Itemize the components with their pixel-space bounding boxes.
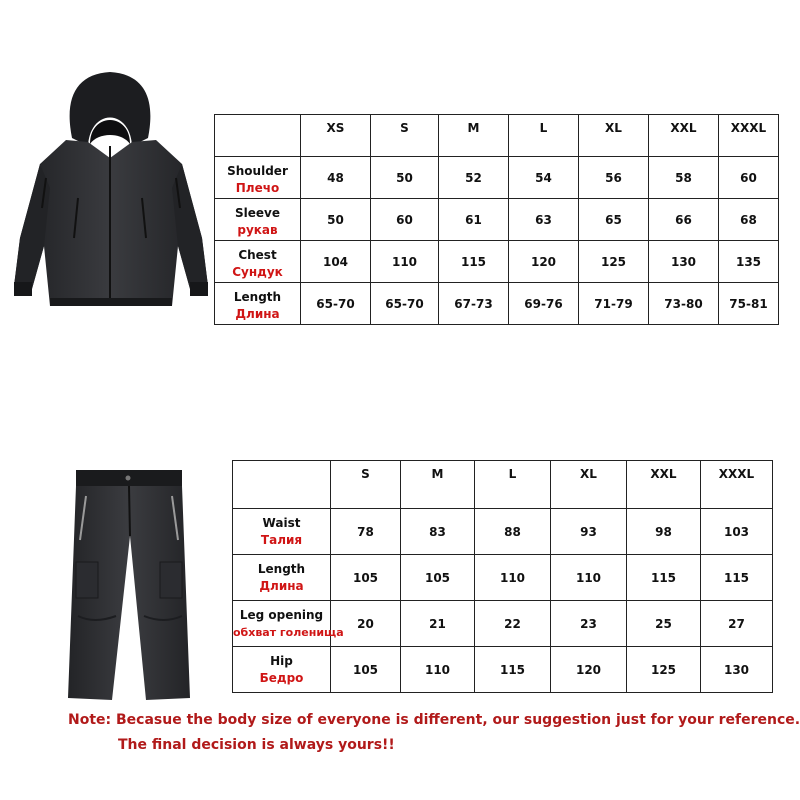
table-cell: 65: [579, 199, 649, 241]
table-cell: 60: [371, 199, 439, 241]
row-label-en: Hip: [270, 654, 293, 668]
size-header: XXL: [649, 115, 719, 157]
table-cell: 23: [551, 601, 627, 647]
table-cell: 115: [627, 555, 701, 601]
table-cell: 50: [301, 199, 371, 241]
table-cell: 110: [401, 647, 475, 693]
table-cell: 130: [649, 241, 719, 283]
table-cell: 27: [701, 601, 773, 647]
table-cell: 105: [331, 647, 401, 693]
row-label-en: Chest: [238, 248, 277, 262]
table-cell: 120: [551, 647, 627, 693]
row-label: [233, 509, 331, 555]
size-header: XL: [579, 115, 649, 157]
table-cell: 71-79: [579, 283, 649, 325]
table-cell: 67-73: [439, 283, 509, 325]
size-header: S: [331, 461, 401, 509]
note-line-2: The final decision is always yours!!: [118, 737, 395, 753]
pants-image: [64, 466, 194, 706]
table-cell: 105: [331, 555, 401, 601]
jacket-size-table: [214, 114, 779, 325]
row-label-ru: Длина: [235, 307, 280, 321]
table-cell: 61: [439, 199, 509, 241]
table-cell: 73-80: [649, 283, 719, 325]
table-cell: 110: [371, 241, 439, 283]
table-cell: 65-70: [371, 283, 439, 325]
row-label-ru: Сундук: [232, 265, 283, 279]
size-header: XXL: [627, 461, 701, 509]
table-row: [215, 241, 779, 283]
row-label-en: Leg opening: [239, 608, 324, 622]
table-cell: 75-81: [719, 283, 779, 325]
table-cell: 65-70: [301, 283, 371, 325]
table-row: [215, 283, 779, 325]
table-cell: 50: [371, 157, 439, 199]
table-cell: 58: [649, 157, 719, 199]
row-label-en: Length: [257, 562, 306, 576]
table-cell: 48: [301, 157, 371, 199]
table-cell: 120: [509, 241, 579, 283]
row-label-ru: Плечо: [235, 181, 280, 195]
table-cell: 115: [701, 555, 773, 601]
table-cell: 78: [331, 509, 401, 555]
size-header: L: [475, 461, 551, 509]
table-row: [215, 157, 779, 199]
row-label-en: Waist: [262, 516, 301, 530]
table-cell: 115: [439, 241, 509, 283]
size-header: S: [371, 115, 439, 157]
row-label-en: Length: [233, 290, 282, 304]
table-row: [233, 555, 773, 601]
row-label: [233, 601, 344, 647]
row-label: [215, 283, 301, 325]
note-line-1: Note: Becasue the body size of everyone is different, our suggestion just for your reference.: [68, 712, 800, 728]
size-header: XS: [301, 115, 371, 157]
table-cell: 115: [475, 647, 551, 693]
table-cell: 93: [551, 509, 627, 555]
jacket-header-row: [215, 115, 779, 157]
table-cell: 110: [475, 555, 551, 601]
table-cell: 69-76: [509, 283, 579, 325]
table-cell: 56: [579, 157, 649, 199]
jacket-image: [6, 68, 218, 344]
size-header: M: [401, 461, 475, 509]
table-row: [233, 647, 773, 693]
table-cell: 52: [439, 157, 509, 199]
table-cell: 103: [701, 509, 773, 555]
row-label-ru: Бедро: [259, 671, 304, 685]
row-label: [233, 555, 331, 601]
pants-size-table: [232, 460, 773, 693]
table-cell: 130: [701, 647, 773, 693]
table-cell: 25: [627, 601, 701, 647]
table-cell: 110: [551, 555, 627, 601]
table-cell: 54: [509, 157, 579, 199]
table-row: [233, 601, 773, 647]
table-cell: 98: [627, 509, 701, 555]
row-label-ru: рукав: [237, 223, 278, 237]
size-header: XXXL: [719, 115, 779, 157]
row-label-en: Shoulder: [227, 164, 288, 178]
corner-cell: [215, 115, 301, 157]
row-label: [215, 199, 301, 241]
size-header: L: [509, 115, 579, 157]
table-cell: 22: [475, 601, 551, 647]
table-cell: 104: [301, 241, 371, 283]
row-label: [233, 647, 331, 693]
table-cell: 20: [331, 601, 401, 647]
table-row: [233, 509, 773, 555]
row-label-ru: Длина: [259, 579, 304, 593]
row-label-ru: обхват голенища: [233, 626, 344, 639]
table-cell: 125: [627, 647, 701, 693]
table-cell: 60: [719, 157, 779, 199]
row-label-en: Sleeve: [235, 206, 280, 220]
table-cell: 105: [401, 555, 475, 601]
size-header: XXXL: [701, 461, 773, 509]
row-label: [215, 157, 301, 199]
pants-header-row: [233, 461, 773, 509]
table-cell: 66: [649, 199, 719, 241]
table-cell: 63: [509, 199, 579, 241]
table-cell: 88: [475, 509, 551, 555]
table-cell: 68: [719, 199, 779, 241]
row-label: [215, 241, 301, 283]
table-cell: 83: [401, 509, 475, 555]
table-row: [215, 199, 779, 241]
size-header: XL: [551, 461, 627, 509]
corner-cell: [233, 461, 331, 509]
table-cell: 135: [719, 241, 779, 283]
table-cell: 21: [401, 601, 475, 647]
size-header: M: [439, 115, 509, 157]
row-label-ru: Талия: [260, 533, 303, 547]
table-cell: 125: [579, 241, 649, 283]
